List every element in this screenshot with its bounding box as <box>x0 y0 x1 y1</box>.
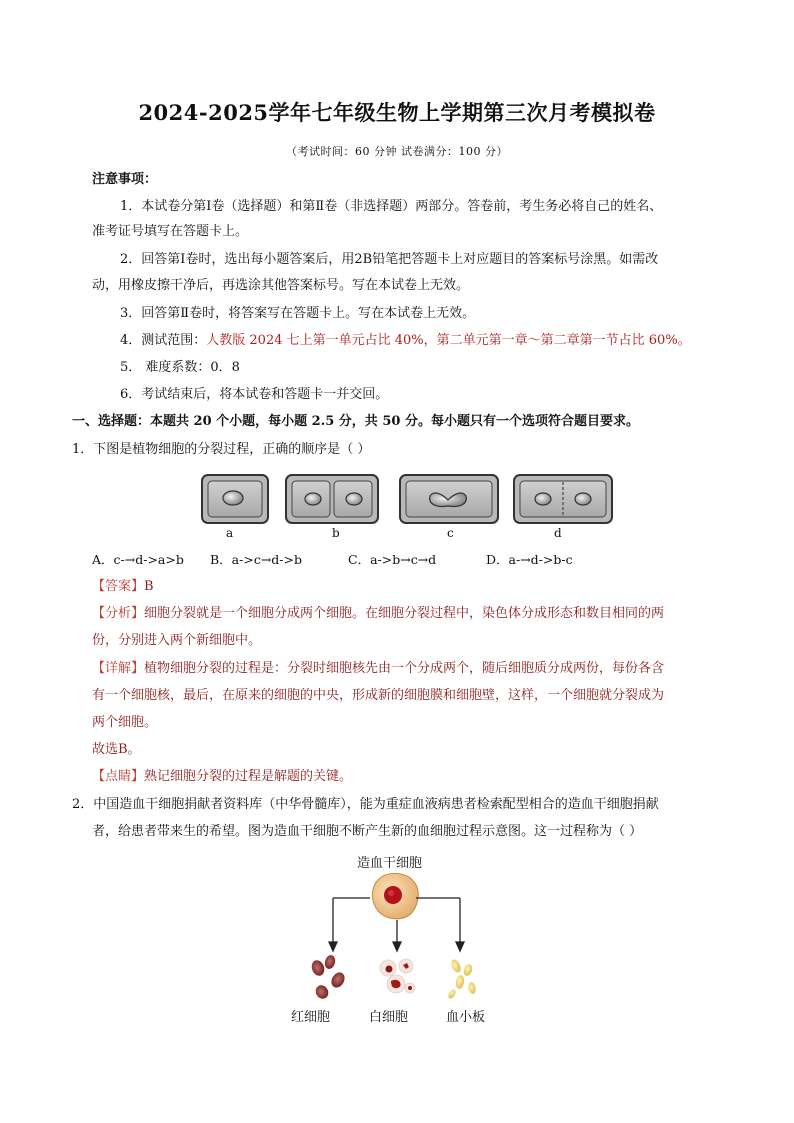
note-1b: 准考证号填写在答题卡上。 <box>92 224 249 239</box>
q1-stem: 1．下图是植物细胞的分裂过程，正确的顺序是（ ） <box>72 442 371 457</box>
q1-option-a: A．c-→d->a>b <box>92 552 184 567</box>
cell-b-image <box>286 475 378 523</box>
page-title: 2024-2025学年七年级生物上学期第三次月考模拟卷 <box>138 100 656 125</box>
detail-text-1: 植物细胞分裂的过程是：分裂时细胞核先由一个分成两个，随后细胞质分成两份，每份各含 <box>144 661 665 676</box>
diagram-rbc-label: 红细胞 <box>291 1010 331 1025</box>
red-blood-cells-image <box>310 954 348 1001</box>
fig-label-c: c <box>447 526 454 540</box>
analysis-text-2: 份，分别进入两个新细胞中。 <box>92 633 262 648</box>
q1-tip <box>92 768 352 786</box>
detail-tag: 【详解】 <box>92 661 145 676</box>
q1-option-b: B．a->c→d->b <box>210 552 303 567</box>
detail-text-2: 有一个细胞核，最后，在原来的细胞的中央，形成新的细胞膜和细胞壁，这样，一个细胞就分裂成为 <box>92 688 665 703</box>
section-heading: 一、选择题：本题共 20 个小题，每小题 2.5 分，共 50 分。每小题只有一个选项符合题目要求。 <box>72 414 639 429</box>
q1-answer <box>92 578 154 596</box>
diagram-platelet-label: 血小板 <box>446 1010 486 1025</box>
note-1a: 1．本试卷分第Ⅰ卷（选择题）和第Ⅱ卷（非选择题）两部分。答卷前，考生务必将自己的姓名、 <box>120 199 663 214</box>
cell-division-figure <box>198 472 618 528</box>
q2-stem-2: 者，给患者带来生的希望。图为造血干细胞不断产生新的血细胞过程示意图。这一过程称为（ ） <box>92 824 643 839</box>
note-2b: 动，用橡皮擦干净后，再选涂其他答案标号。写在本试卷上无效。 <box>92 278 470 293</box>
blood-cell-diagram <box>290 868 510 1008</box>
q1-detail <box>92 660 664 678</box>
fig-label-d: d <box>554 526 562 540</box>
answer-value: B <box>144 579 154 594</box>
answer-tag: 【答案】 <box>92 579 145 594</box>
note-4 <box>120 332 691 350</box>
analysis-text-1: 细胞分裂就是一个细胞分成两个细胞。在细胞分裂过程中，染色体分成形态和数目相同的两 <box>144 606 665 621</box>
tip-tag: 【点睛】 <box>92 769 145 784</box>
q1-option-c: C．a->b→c→d <box>348 552 437 567</box>
q1-analysis <box>92 605 664 623</box>
cell-a-image <box>202 475 268 523</box>
exam-info: （考试时间：60 分钟 试卷满分：100 分） <box>286 145 508 158</box>
stem-cell-image <box>372 873 418 918</box>
tip-text: 熟记细胞分裂的过程是解题的关键。 <box>144 769 353 784</box>
diagram-stem-cell-label: 造血干细胞 <box>357 856 423 871</box>
detail-text-3: 两个细胞。 <box>92 715 158 730</box>
fig-label-b: b <box>332 526 340 540</box>
platelets-image <box>447 958 477 1000</box>
q1-conclusion: 故选B。 <box>92 742 141 757</box>
cell-c-image <box>400 475 498 523</box>
note-6: 6．考试结束后，将本试卷和答题卡一并交回。 <box>120 387 389 402</box>
cell-d-image <box>514 475 612 523</box>
white-blood-cells-image <box>380 959 415 993</box>
fig-label-a: a <box>226 526 234 540</box>
note-3: 3．回答第Ⅱ卷时，将答案写在答题卡上。写在本试卷上无效。 <box>120 306 476 321</box>
note-4-range: 人教版 2024 七上第一单元占比 40%，第二单元第一章～第二章第一节占比 60%。 <box>206 333 691 348</box>
notes-heading: 注意事项： <box>92 172 158 187</box>
q2-stem-1: 2．中国造血干细胞捐献者资料库（中华骨髓库），能为重症血液病患者检索配型相合的造血干细胞捐献 <box>72 797 659 812</box>
note-5: 5． 难度系数：0．8 <box>120 360 240 375</box>
note-4-prefix: 4．测试范围： <box>120 333 207 348</box>
q1-option-d: D．a-→d->b-c <box>486 552 573 567</box>
diagram-wbc-label: 白细胞 <box>369 1010 409 1025</box>
analysis-tag: 【分析】 <box>92 606 145 621</box>
note-2a: 2．回答第Ⅰ卷时，选出每小题答案后，用2B铅笔把答题卡上对应题目的答案标号涂黑。如需改 <box>120 252 659 267</box>
